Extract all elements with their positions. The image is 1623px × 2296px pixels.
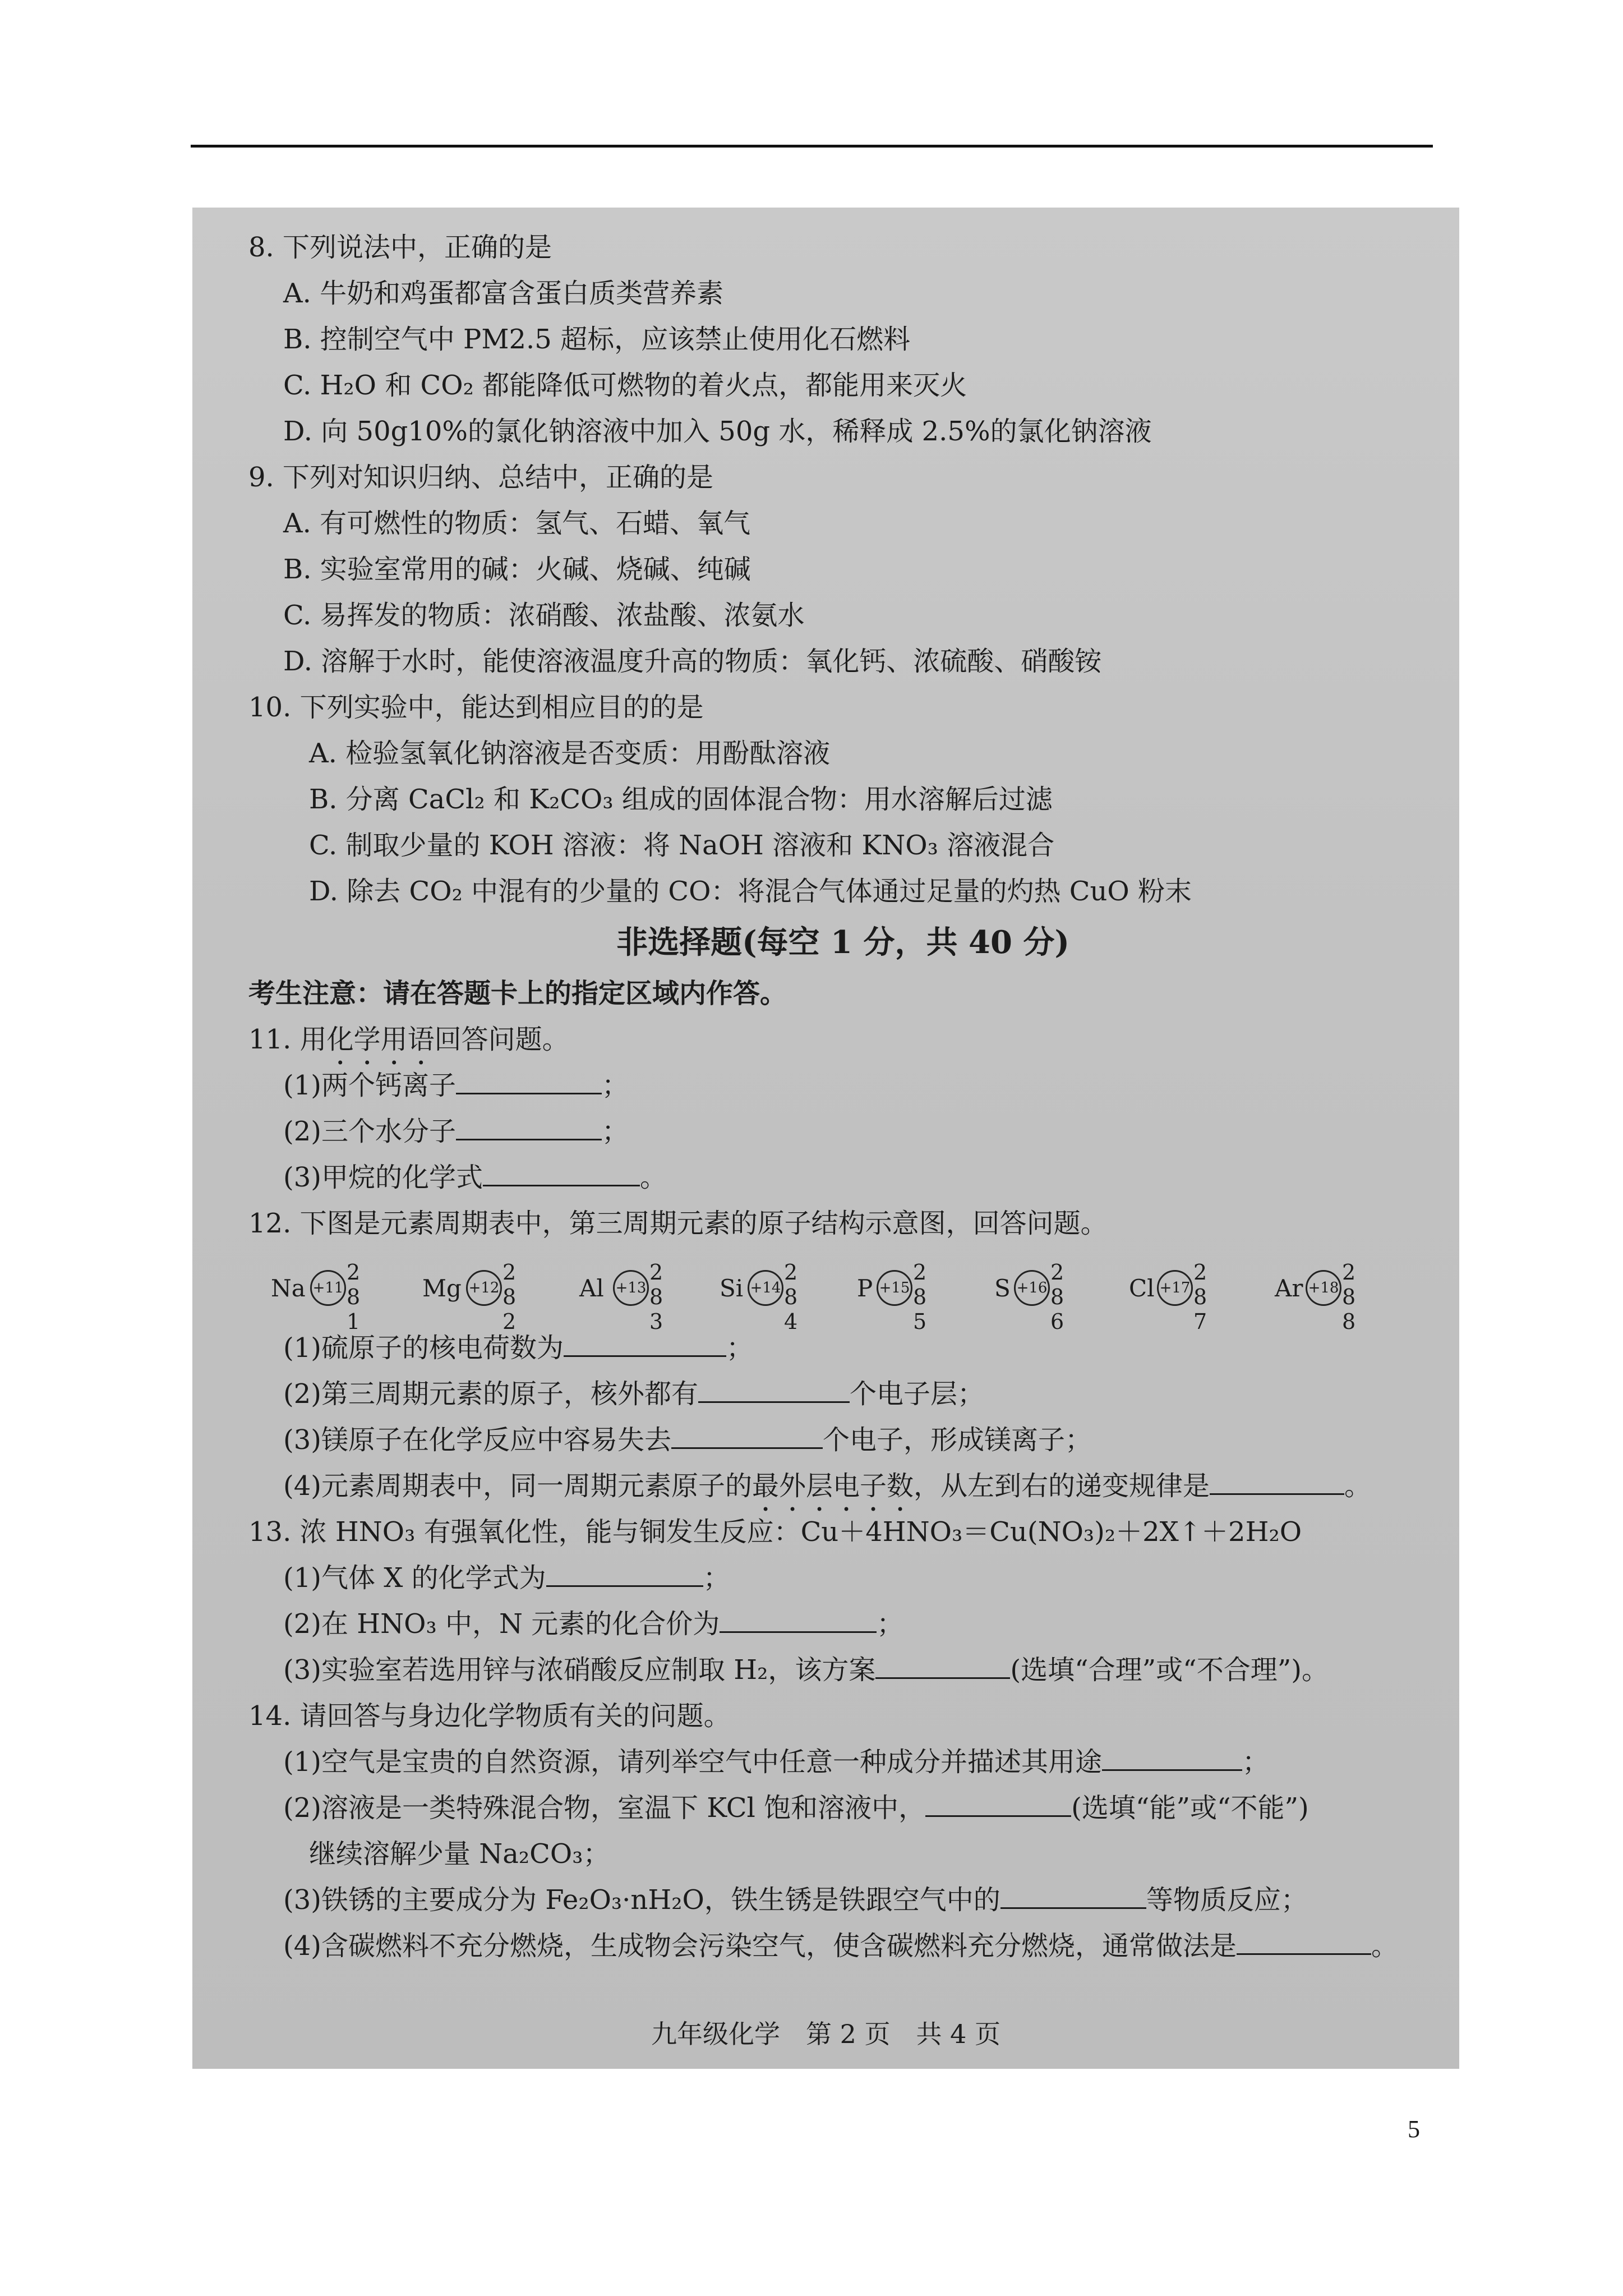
answer-blank[interactable] <box>1237 1931 1371 1955</box>
exam-content <box>248 224 1437 1969</box>
q11-part3 <box>248 1154 1437 1200</box>
q13-part3-text: (3)实验室若选用锌与浓硝酸反应制取 H₂，该方案 <box>283 1654 876 1686</box>
q13-stem: 13. 浓 HNO₃ 有强氧化性，能与铜发生反应：Cu＋4HNO₃＝Cu(NO₃)₂＋2X↑＋2H₂O <box>248 1516 1302 1548</box>
q11-part1-text: (1)两个钙离子 <box>283 1070 456 1101</box>
q9-option-b: B. 实验室常用的碱：火碱、烧碱、纯碱 <box>283 554 751 585</box>
q11-part2 <box>248 1108 1437 1154</box>
q14-part3-end: 等物质反应； <box>1146 1884 1308 1916</box>
atom-nucleus: +16 <box>1014 1270 1050 1306</box>
answer-blank[interactable] <box>456 1070 602 1094</box>
q14-part2-text: (2)溶液是一类特殊混合物，室温下 KCl 饱和溶液中， <box>283 1792 926 1824</box>
q14-part4-text: (4)含碳燃料不充分燃烧，生成物会污染空气，使含碳燃料充分燃烧，通常做法是 <box>283 1930 1237 1962</box>
q13-part1 <box>248 1555 1437 1601</box>
q10-stem: 10. 下列实验中，能达到相应目的的是 <box>248 692 704 723</box>
q8-option-d: D. 向 50g10%的氯化钠溶液中加入 50g 水，稀释成 2.5%的氯化钠溶液 <box>283 416 1152 447</box>
q12-part1-text: (1)硫原子的核电荷数为 <box>283 1332 564 1364</box>
q12-part1-end: ； <box>726 1332 754 1364</box>
q8-option-c: C. H₂O 和 CO₂ 都能降低可燃物的着火点，都能用来灭火 <box>283 370 967 401</box>
electron-shells: 2 8 2 <box>502 1260 515 1334</box>
q14-part4 <box>248 1923 1437 1969</box>
notice: 考生注意：请在答题卡上的指定区域内作答。 <box>248 978 787 1009</box>
q13-part2-text: (2)在 HNO₃ 中，N 元素的化合价为 <box>283 1608 720 1640</box>
atom-nucleus: +11 <box>310 1270 346 1306</box>
atom-symbol: Si <box>720 1274 744 1302</box>
atom-symbol: Cl <box>1129 1274 1155 1302</box>
q14-part1-text: (1)空气是宝贵的自然资源，请列举空气中任意一种成分并描述其用途 <box>283 1746 1102 1778</box>
q11-stem-emphasis: 化学用语 <box>326 1024 435 1055</box>
q9-stem: 9. 下列对知识归纳、总结中，正确的是 <box>248 462 714 493</box>
q12-part4-emphasis: 最外层电子数 <box>752 1470 914 1502</box>
electron-shells: 2 8 1 <box>347 1260 359 1334</box>
q11-part2-text: (2)三个水分子 <box>283 1116 456 1147</box>
q14-part4-end: 。 <box>1371 1930 1399 1962</box>
q10-option-d: D. 除去 CO₂ 中混有的少量的 CO：将混合气体通过足量的灼热 CuO 粉末 <box>309 876 1192 907</box>
q10-option-c: C. 制取少量的 KOH 溶液：将 NaOH 溶液和 KNO₃ 溶液混合 <box>309 830 1055 861</box>
answer-blank[interactable] <box>1102 1747 1242 1771</box>
q10-option-a: A. 检验氢氧化钠溶液是否变质：用酚酞溶液 <box>309 738 831 769</box>
q12-part4-end: 。 <box>1344 1470 1372 1502</box>
q12-part2-end: 个电子层； <box>850 1378 985 1410</box>
answer-blank[interactable] <box>720 1609 877 1633</box>
q13-part1-end: ； <box>703 1562 730 1594</box>
q14-part1-end: ； <box>1242 1746 1270 1778</box>
answer-blank[interactable] <box>671 1425 823 1449</box>
atom-nucleus: +13 <box>613 1270 649 1306</box>
electron-shells: 2 8 5 <box>913 1260 926 1334</box>
q13-part2-end: ； <box>877 1608 904 1640</box>
q8-option-a: A. 牛奶和鸡蛋都富含蛋白质类营养素 <box>283 278 724 309</box>
q11-stem-post: 回答问题。 <box>434 1024 569 1055</box>
q8-option-b: B. 控制空气中 PM2.5 超标，应该禁止使用化石燃料 <box>283 324 911 355</box>
q12-part3 <box>248 1417 1437 1463</box>
page-footer: 九年级化学 第 2 页 共 4 页 <box>651 2019 1001 2049</box>
q11-stem-pre: 11. 用 <box>248 1024 327 1055</box>
q11-part3-text: (3)甲烷的化学式 <box>283 1162 483 1193</box>
q12-part2 <box>248 1371 1437 1417</box>
q11-part3-end: 。 <box>640 1162 667 1193</box>
atom-nucleus: +17 <box>1157 1270 1193 1306</box>
q14-part2-end: (选填“能”或“不能”) <box>1071 1792 1309 1824</box>
header-rule <box>191 145 1433 148</box>
electron-shells: 2 8 4 <box>784 1260 797 1334</box>
electron-shells: 2 8 3 <box>649 1260 662 1334</box>
q11-stem <box>248 1016 1437 1062</box>
q11-part2-end: ； <box>602 1116 629 1147</box>
q10-option-b: B. 分离 CaCl₂ 和 K₂CO₃ 组成的固体混合物：用水溶解后过滤 <box>309 784 1053 815</box>
q12-stem: 12. 下图是元素周期表中，第三周期元素的原子结构示意图，回答问题。 <box>248 1208 1108 1239</box>
atom-nucleus: +14 <box>748 1270 783 1306</box>
atom-symbol: Mg <box>422 1274 462 1302</box>
answer-blank[interactable] <box>925 1793 1071 1817</box>
atom-symbol: Al <box>579 1274 604 1302</box>
answer-blank[interactable] <box>698 1379 850 1403</box>
atom-symbol: P <box>857 1274 873 1302</box>
q14-part3-text: (3)铁锈的主要成分为 Fe₂O₃·nH₂O，铁生锈是铁跟空气中的 <box>283 1884 1000 1916</box>
answer-blank[interactable] <box>1000 1885 1146 1909</box>
q9-option-d: D. 溶解于水时，能使溶液温度升高的物质：氧化钙、浓硫酸、硝酸铵 <box>283 646 1102 677</box>
q14-part2 <box>248 1785 1437 1831</box>
q8-stem: 8. 下列说法中，正确的是 <box>248 232 552 263</box>
answer-blank[interactable] <box>456 1116 602 1140</box>
answer-blank[interactable] <box>483 1162 640 1186</box>
atom-structure-diagrams <box>248 1246 1437 1334</box>
answer-blank[interactable] <box>875 1655 1010 1679</box>
q12-part4-pre: (4)元素周期表中，同一周期元素原子的 <box>283 1470 752 1502</box>
q11-part1 <box>248 1062 1437 1108</box>
q12-part4-post: ，从左到右的递变规律是 <box>914 1470 1210 1502</box>
q13-part3-end: (选填“合理”或“不合理”)。 <box>1010 1654 1329 1686</box>
q13-part3 <box>248 1647 1437 1693</box>
q14-part2-continued: 继续溶解少量 Na₂CO₃； <box>309 1838 610 1870</box>
q12-part3-text: (3)镁原子在化学反应中容易失去 <box>283 1424 671 1456</box>
q9-option-c: C. 易挥发的物质：浓硝酸、浓盐酸、浓氨水 <box>283 600 805 631</box>
electron-shells: 2 8 8 <box>1342 1260 1355 1334</box>
q13-part1-text: (1)气体 X 的化学式为 <box>283 1562 546 1594</box>
answer-blank[interactable] <box>564 1333 726 1357</box>
q13-part2 <box>248 1601 1437 1647</box>
q12-part4 <box>248 1463 1437 1509</box>
atom-nucleus: +12 <box>466 1270 502 1306</box>
q14-part1 <box>248 1739 1437 1785</box>
atom-nucleus: +18 <box>1306 1270 1341 1306</box>
atom-symbol: S <box>994 1274 1011 1302</box>
q14-stem: 14. 请回答与身边化学物质有关的问题。 <box>248 1700 731 1732</box>
exam-page-photo <box>192 208 1459 2069</box>
atom-nucleus: +15 <box>877 1270 912 1306</box>
atom-symbol: Ar <box>1275 1274 1303 1302</box>
q11-part1-end: ； <box>602 1070 629 1101</box>
page-number: 5 <box>1408 2115 1420 2143</box>
electron-shells: 2 8 7 <box>1193 1260 1206 1334</box>
electron-shells: 2 8 6 <box>1050 1260 1063 1334</box>
answer-blank[interactable] <box>1210 1471 1344 1495</box>
atom-symbol: Na <box>271 1274 306 1302</box>
q14-part3 <box>248 1877 1437 1923</box>
q12-part1 <box>248 1325 1437 1371</box>
q12-part2-text: (2)第三周期元素的原子，核外都有 <box>283 1378 698 1410</box>
q9-option-a: A. 有可燃性的物质：氢气、石蜡、氧气 <box>283 508 751 539</box>
section-title: 非选择题(每空 1 分，共 40 分) <box>616 924 1069 961</box>
q12-part3-end: 个电子，形成镁离子； <box>823 1424 1092 1456</box>
answer-blank[interactable] <box>546 1563 703 1587</box>
